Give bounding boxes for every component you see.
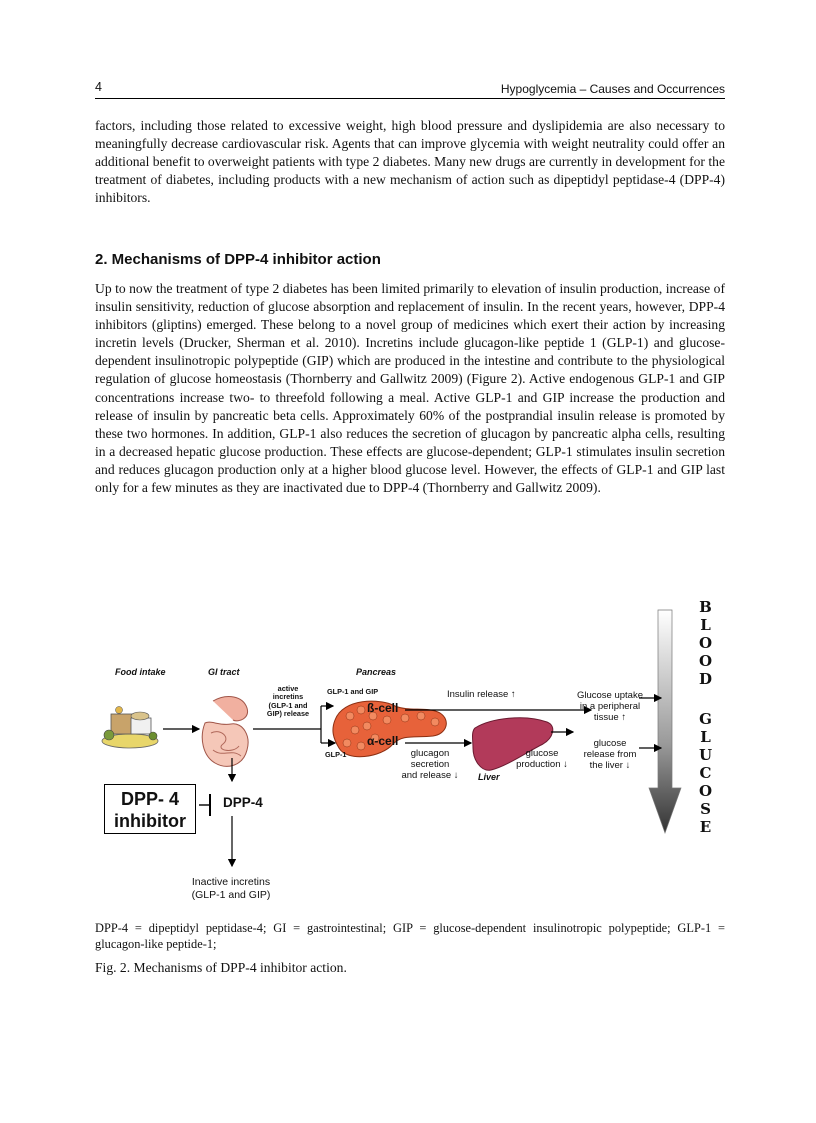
gi-tract-icon — [202, 697, 248, 767]
paragraph-mechanism: Up to now the treatment of type 2 diabetes has been limited primarily to elevation of insulin production, increase of insulin sensitivity, reduction of glucose absorption and replacement of insulin. In the recent years, however, DPP-4 inhibitors (gliptins) emerged. These belong to a novel group of medicines which exert their action by increasing incretin levels (Drucker, Sherman et al. 2010). Incretins include glucagon-like peptide 1 (GLP-1) and glucose-dependent insulinotropic polypeptide (GIP) which are produced in the intestine and contribute to the physiological regulation of glucose homeostasis (Thornberry and Gallwitz 2009) (Figure 2). Active endogenous GLP-1 and GIP concentrations increase two- to threefold following a meal. Active GLP-1 and GIP increase the production and release of insulin by pancreatic beta cells. Approximately 60% of the postprandial insulin release is promoted by these two hormones. In addition, GLP-1 also reduces the secretion of glucagon by pancreatic alpha cells, resulting in a decreased hepatic glucose production. These effects are glucose-dependent; GLP-1 stimulates insulin secretion and reduces glucagon production only at a higher blood glucose level. However, the effects of GLP-1 and GIP last only for a few minutes as they are inactivated due to DPP-4 (Thornberry and Gallwitz 2009). — [95, 281, 725, 496]
label-glucose-vertical: GLUCOSE — [696, 710, 715, 836]
label-liver: Liver — [478, 772, 500, 782]
label-food-intake: Food intake — [115, 667, 166, 677]
label-blood: BLOOD — [696, 598, 715, 688]
label-insulin-release: Insulin release ↑ — [447, 689, 516, 700]
blood-glucose-arrow — [649, 610, 681, 833]
label-active-incretins: active incretins (GLP-1 and GIP) release — [266, 684, 310, 718]
label-dpp4: DPP-4 — [223, 795, 263, 810]
label-inactive-incretins: Inactive incretins (GLP-1 and GIP) — [191, 876, 271, 901]
figure-abbreviations: DPP-4 = dipeptidyl peptidase-4; GI = gastrointestinal; GIP = glucose-dependent insulinotropic polypeptide; GLP-1 = glucagon-like peptide-1; — [95, 921, 725, 951]
label-gi-tract: GI tract — [208, 667, 240, 677]
page-number: 4 — [95, 80, 102, 94]
paragraph-intro: factors, including those related to excessive weight, high blood pressure and dyslipidemia are also necessary to meaningfully decrease cardiovascular risk. Agents that can improve glycemia with weight neutrality could offer an additional benefit to overweight patients with type 2 diabetes. Many new drugs are currently in development for the treatment of diabetes, including products with a new mechanism of action such as dipeptidyl peptidase-4 (DPP-4) inhibitors. — [95, 118, 725, 206]
label-glucose-production: glucose production ↓ — [516, 748, 568, 770]
dpp4-inhibitor-box: DPP- 4 inhibitor — [104, 784, 196, 834]
figure-dpp4-mechanism — [95, 598, 725, 908]
section-heading: 2. Mechanisms of DPP-4 inhibitor action — [95, 251, 381, 268]
food-intake-icon — [102, 707, 158, 749]
label-glucagon-secretion: glucagon secretion and release ↓ — [401, 748, 459, 781]
label-beta-cell: ß-cell — [367, 701, 399, 715]
label-glucose-uptake: Glucose uptake in a peripheral tissue ↑ — [576, 690, 643, 723]
label-alpha-cell: α-cell — [367, 734, 399, 748]
label-glucose-release: glucose release from the liver ↓ — [583, 738, 637, 771]
label-pancreas: Pancreas — [356, 667, 397, 677]
running-title: Hypoglycemia – Causes and Occurrences — [500, 82, 725, 96]
page-header — [95, 80, 725, 99]
figure-caption: Fig. 2. Mechanisms of DPP-4 inhibitor action. — [95, 960, 347, 975]
label-glp1-and-gip: GLP-1 and GIP — [327, 687, 379, 696]
label-glp1: GLP-1 — [325, 750, 347, 759]
